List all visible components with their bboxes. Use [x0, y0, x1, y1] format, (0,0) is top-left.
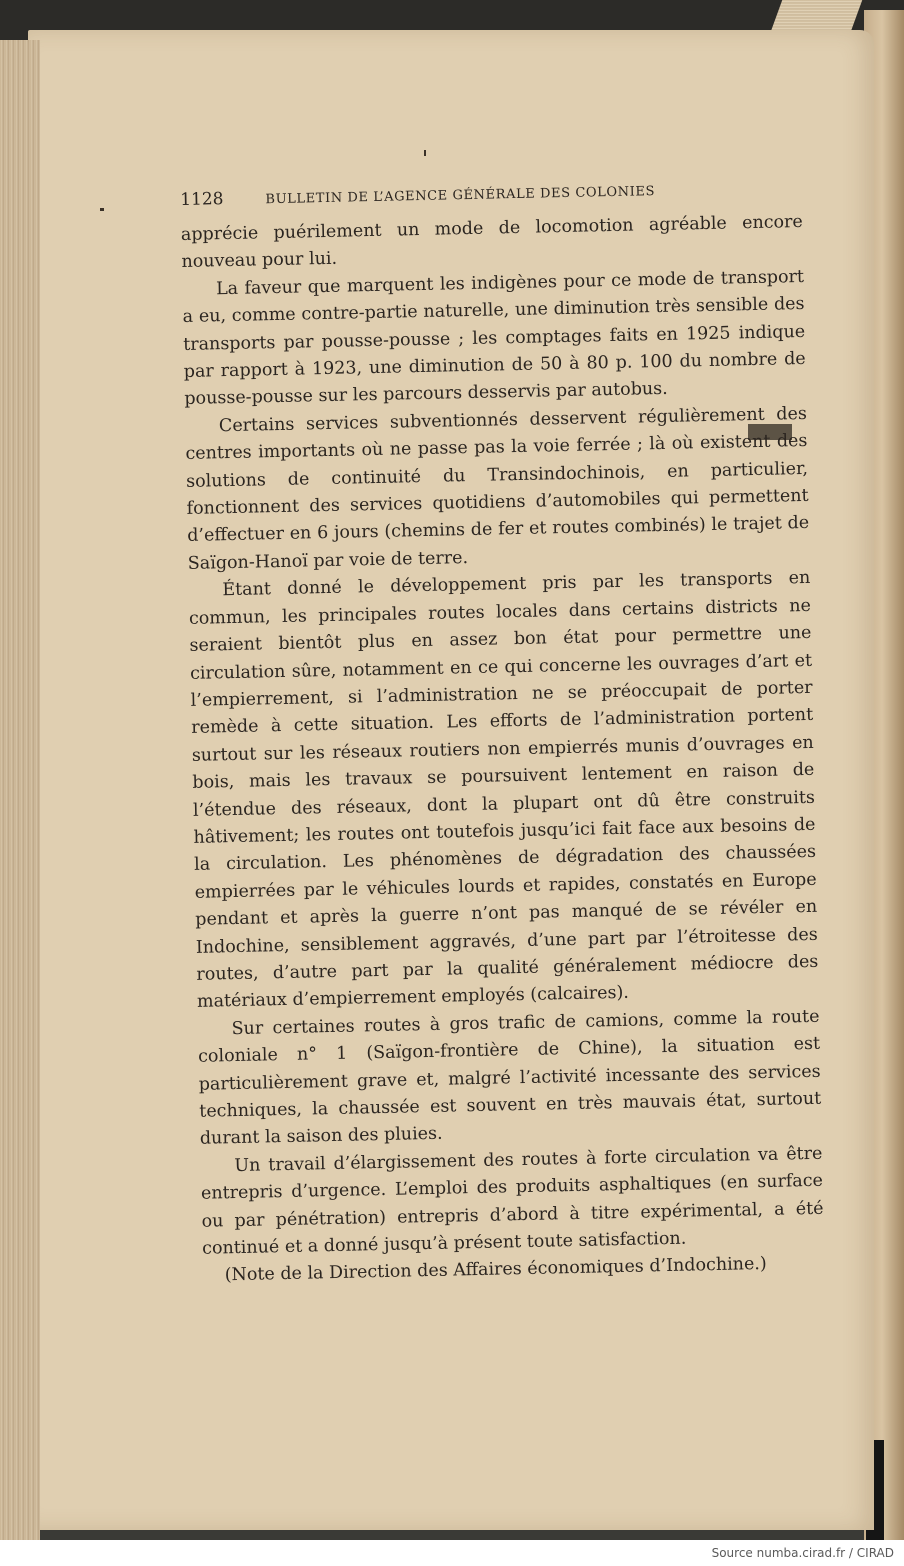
paragraph: Certains services subventionnés desservent régulièrement des centres importants où ne passe pas la voie ferrée ; là où existent des solutions de continuité du Transindochinois, en particulier, fonctionnent des services quotidiens d’automobiles qui permettent d’effectuer en 6 jours (chemins de fer et routes combinés) le trajet de Saïgon-Hanoï par voie de terre. [185, 403, 810, 574]
paragraph: La faveur que marquent les indigènes pour ce mode de transport a eu, comme contre-partie naturelle, une diminution très sensible des transports par pousse-pousse ; les comptages faits en 1925 indique par rapport à 1923, une diminution de 50 à 80 p. 100 du nombre de pousse-pousse sur les parcours desservis par autobus. [182, 266, 806, 410]
paragraph: Sur certaines routes à gros trafic de camions, comme la route coloniale n° 1 (Saïgon-frontière de Chine), la situation est particulièrement grave et, malgré l’activité incessante des services techniques, la chaussée est souvent en très mauvais état, surtout durant la saison des pluies. [197, 1006, 822, 1150]
source-credit: Source numba.cirad.fr / CIRAD [711, 1546, 894, 1560]
page-number: 1128 [180, 189, 224, 210]
paragraph: Étant donné le développement pris par les transports en commun, les principales routes locales dans certains districts ne seraient bientôt plus en assez bon état pour permettre une circulation sûre, notamment en ce qui concerne les ouvrages d’art et l’empierrement, si l’administration ne se préoccupait de porter remède à cette situation. Les efforts de l’administration portent surtout sur les réseaux routiers non empierrés munis d’ouvrages en bois, mais les travaux se poursuivent lentement en raison de l’étendue des réseaux, dont la plupart ont dû être construits hâtivement; les routes ont toutefois jusqu’ici fait face aux besoins de la circulation. Les phénomènes de dégradation des chaussées empierrées par le véhicules lourds et rapides, constatés en Europe pendant et après la guerre n’ont pas manqué de se révéler en Indochine, sensiblement aggravés, d’une part par l’étroitesse des routes, d’autre part par la qualité généralement médiocre des matériaux d’empierrement employés (calcaires). [188, 568, 819, 1013]
page-text [180, 177, 825, 1291]
running-head: BULLETIN DE L’AGENCE GÉNÉRALE DES COLONIES [265, 184, 656, 208]
source-note: (Note de la Direction des Affaires économiques d’Indochine.) [224, 1254, 767, 1286]
margin-speck [100, 208, 104, 211]
page-edge-left [0, 40, 40, 1540]
paragraph-continuation: apprécie puérilement un mode de locomotion agréable encore nouveau pour lui. [180, 211, 804, 273]
paragraph: Un travail d’élargissement des routes à forte circulation va être entrepris d’urgence. L’emploi des produits asphaltiques (en surface ou par pénétration) entrepris d’abord à titre expérimental, a été continué et a donné jusqu’à présent toute satisfaction. [200, 1143, 824, 1259]
paper-speck [424, 150, 426, 156]
